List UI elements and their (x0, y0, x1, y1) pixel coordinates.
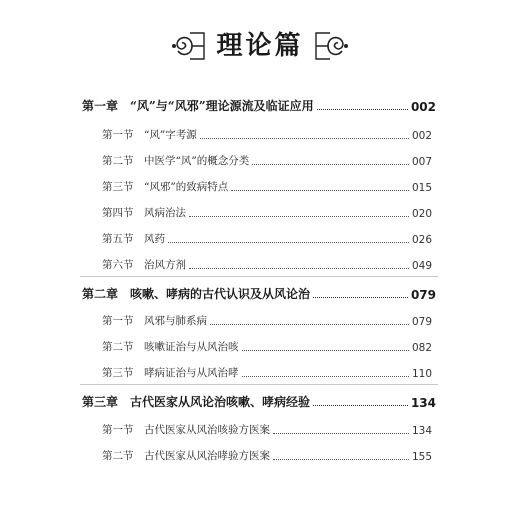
section-page-number: 020 (411, 208, 432, 220)
section-page-number: 110 (411, 368, 432, 380)
toc-section[interactable] (102, 126, 432, 142)
leader-dots (189, 215, 409, 217)
leader-dots (242, 349, 409, 351)
section-label: 第四节 风病治法 (102, 207, 186, 219)
toc-section[interactable] (102, 338, 432, 354)
section-page-number: 079 (411, 316, 432, 328)
chapter-page-number: 079 (410, 288, 436, 302)
section-page-number: 049 (411, 260, 432, 272)
section-page-number: 082 (411, 342, 432, 354)
toc-section[interactable] (102, 152, 432, 168)
section-page-number: 007 (411, 156, 432, 168)
toc-section[interactable] (102, 312, 432, 328)
chapter-label: 第一章 “风”与“风邪”理论源流及临证应用 (82, 99, 314, 113)
page-header (0, 18, 520, 74)
leader-dots (200, 137, 409, 139)
leader-dots (210, 323, 409, 325)
toc-section[interactable] (102, 178, 432, 194)
leader-dots (168, 241, 409, 243)
leader-dots (313, 296, 408, 298)
section-label: 第三节 哮病证治与从风治哮 (102, 367, 239, 379)
section-label: 第二节 古代医家从风治哮验方医案 (102, 450, 270, 462)
section-label: 第二节 中医学“风”的概念分类 (102, 155, 250, 167)
section-label: 第一节 古代医家从风治咳验方医案 (102, 424, 270, 436)
section-page-number: 155 (411, 451, 432, 463)
leader-dots (317, 108, 408, 110)
section-page-number: 015 (411, 182, 432, 194)
toc-section[interactable] (102, 204, 432, 220)
page-title: 理论篇 (216, 31, 304, 61)
right-ornament-icon (314, 25, 350, 67)
section-label: 第一节 “风”字考源 (102, 129, 197, 141)
chapter-label: 第三章 古代医家从风论治咳嗽、哮病经验 (82, 395, 311, 409)
leader-dots (313, 404, 408, 406)
chapter-page-number: 134 (410, 396, 436, 410)
toc-chapter-2[interactable] (82, 282, 436, 302)
chapter-page-number: 002 (410, 100, 436, 114)
section-label: 第一节 风邪与肺系病 (102, 315, 207, 327)
leader-dots (189, 267, 409, 269)
leader-dots (242, 375, 409, 377)
section-page-number: 002 (411, 130, 432, 142)
leader-dots (231, 189, 409, 191)
left-ornament-icon (170, 25, 206, 67)
section-label: 第五节 风药 (102, 233, 165, 245)
section-page-number: 026 (411, 234, 432, 246)
leader-dots (273, 432, 409, 434)
chapter-label: 第二章 咳嗽、哮病的古代认识及从风论治 (82, 287, 311, 301)
section-label: 第二节 咳嗽证治与从风治咳 (102, 341, 239, 353)
section-page-number: 134 (411, 425, 432, 437)
leader-dots (252, 163, 409, 165)
toc-chapter-3[interactable] (82, 390, 436, 410)
toc-section[interactable] (102, 256, 432, 272)
leader-dots (273, 458, 409, 460)
toc-section[interactable] (102, 230, 432, 246)
section-label: 第六节 治风方剂 (102, 259, 186, 271)
section-divider (80, 384, 438, 385)
toc-section[interactable] (102, 421, 432, 437)
toc-section[interactable] (102, 447, 432, 463)
section-label: 第三节 “风邪”的致病特点 (102, 181, 229, 193)
toc-chapter-1[interactable] (82, 94, 436, 114)
toc-section[interactable] (102, 364, 432, 380)
section-divider (80, 276, 438, 277)
